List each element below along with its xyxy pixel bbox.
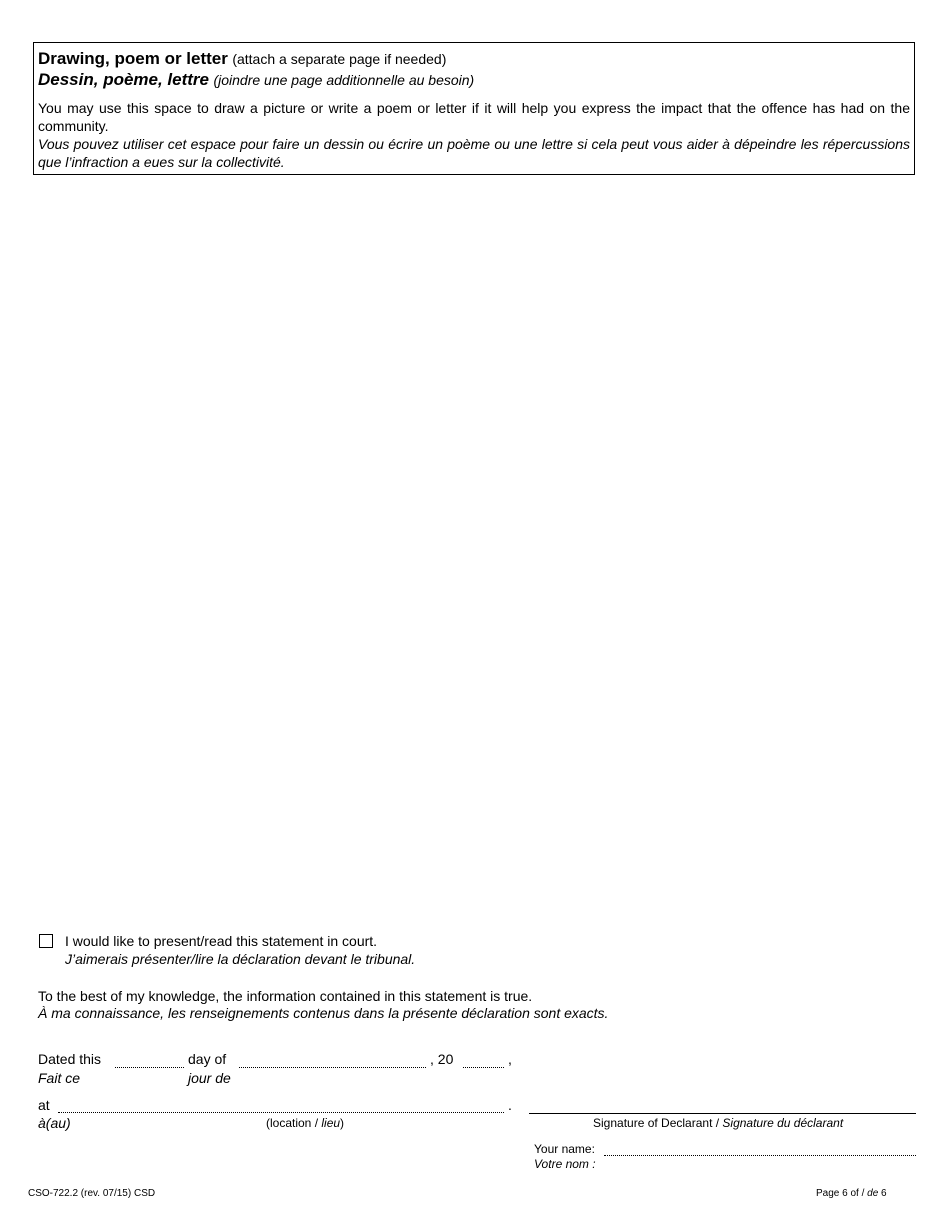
page-prefix: Page 6 of /: [816, 1188, 868, 1199]
day-underline: [115, 1067, 184, 1068]
your-name-field[interactable]: [604, 1140, 916, 1155]
month-field[interactable]: [239, 1052, 426, 1067]
location-trailing-period: .: [508, 1097, 512, 1113]
year-underline: [463, 1067, 504, 1068]
year-trailing-comma: ,: [508, 1051, 512, 1067]
day-field[interactable]: [115, 1052, 184, 1067]
title-fr-note: (joindre une page additionnelle au besoin): [213, 72, 475, 88]
year-prefix: , 20: [430, 1051, 454, 1067]
description-en: You may use this space to draw a picture or write a poem or letter if it will help you express the impact that the offence has had on the community.: [38, 100, 910, 134]
day-of-label-fr: jour de: [188, 1070, 231, 1086]
description-fr: Vous pouvez utiliser cet espace pour faire un dessin ou écrire un poème ou une lettre si cela peut vous aider à dépeindre les répercussions que l’infraction a eues sur la collectivité.: [38, 136, 910, 170]
month-underline: [239, 1067, 426, 1068]
day-of-label-en: day of: [188, 1051, 227, 1067]
title-fr-bold: Dessin, poème, lettre: [38, 70, 210, 89]
attestation-fr: À ma connaissance, les renseignements contenus dans la présente déclaration sont exacts.: [38, 1005, 609, 1021]
signature-caption: [593, 1116, 843, 1131]
year-field[interactable]: [463, 1052, 504, 1067]
title-en-note: (attach a separate page if needed): [232, 51, 447, 67]
drawing-section-header: [33, 42, 915, 175]
section-description: [38, 99, 910, 171]
section-title-fr: [38, 70, 474, 90]
your-name-label-fr: Votre nom :: [534, 1157, 596, 1171]
drawing-area[interactable]: [33, 180, 915, 920]
present-label-fr: J’aimerais présenter/lire la déclaration devant le tribunal.: [65, 951, 416, 967]
present-label-en: I would like to present/read this statement in court.: [65, 933, 378, 949]
dated-this-label-en: Dated this: [38, 1051, 102, 1067]
title-en-bold: Drawing, poem or letter: [38, 49, 228, 68]
at-label-fr: à(au): [38, 1115, 71, 1131]
page-number: [816, 1188, 887, 1199]
dated-this-label-fr: Fait ce: [38, 1070, 81, 1086]
form-code: CSO-722.2 (rev. 07/15) CSD: [28, 1188, 156, 1199]
name-underline: [604, 1155, 916, 1156]
location-caption-close: ): [340, 1116, 345, 1130]
location-field[interactable]: [58, 1097, 504, 1112]
at-label-en: at: [38, 1097, 50, 1113]
page-de: de: [867, 1188, 879, 1199]
location-caption-fr: lieu: [321, 1116, 341, 1130]
section-title-en: [38, 49, 446, 69]
signature-line[interactable]: [529, 1113, 916, 1114]
location-underline: [58, 1112, 504, 1113]
signature-caption-fr: Signature du déclarant: [722, 1116, 844, 1130]
signature-caption-en: Signature of Declarant /: [593, 1116, 723, 1130]
present-in-court-checkbox[interactable]: [39, 934, 53, 948]
your-name-label-en: Your name:: [534, 1142, 595, 1156]
location-caption: [266, 1116, 344, 1131]
attestation-en: To the best of my knowledge, the information contained in this statement is true.: [38, 988, 533, 1004]
page-total: 6: [878, 1188, 887, 1199]
location-caption-en: (location /: [266, 1116, 322, 1130]
